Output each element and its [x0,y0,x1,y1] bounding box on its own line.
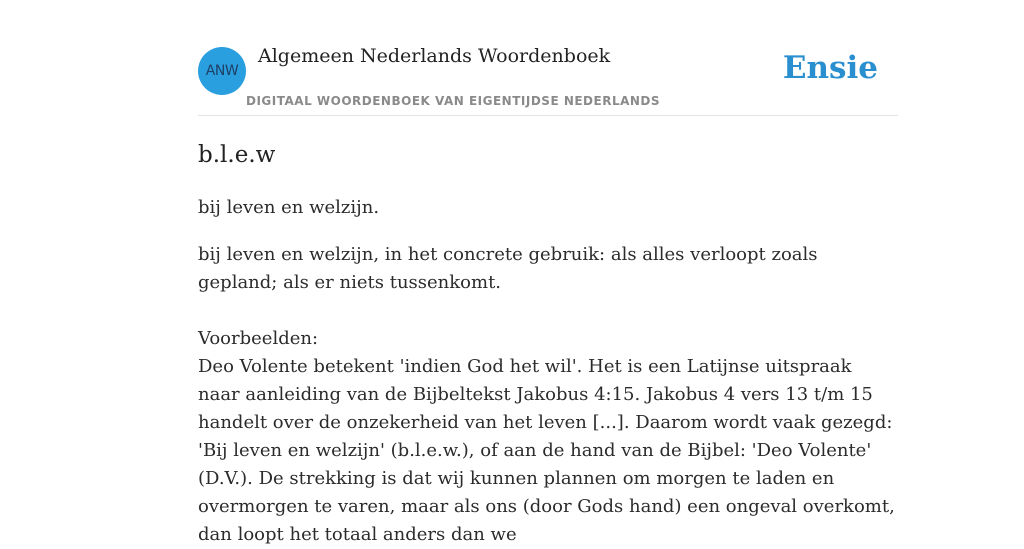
examples-section [198,325,898,549]
content-container [198,0,898,549]
example-text: Deo Volente betekent 'indien God het wil'. Het is een Latijnse uitspraak naar aanleiding van de Bijbeltekst Jakobus 4:15. Jakobus 4 vers 13 t/m 15 handelt over de onzekerheid van het leven [...]. Daarom wordt vaak gezegd: 'Bij leven en welzijn' (b.l.e.w.), of aan de hand van de Bijbel: 'Deo Volente' (D.V.). De strekking is dat wij kunnen plannen om morgen te laden en overmorgen te varen, maar als ons (door Gods hand) een ongeval overkomt, dan loopt het totaal anders dan we [198,356,895,545]
long-definition: bij leven en welzijn, in het concrete gebruik: als alles verloopt zoals gepland; als er niets tussenkomt. [198,244,818,293]
entry-title: b.l.e.w [198,142,276,168]
site-subtitle: DIGITAAL WOORDENBOEK VAN EIGENTIJDSE NEDERLANDS [246,94,661,108]
short-definition: bij leven en welzijn. [198,197,380,218]
ensie-brand-link[interactable]: Ensie [782,50,878,86]
anw-logo[interactable]: ANW [198,47,246,95]
site-header [198,0,898,116]
site-title[interactable]: Algemeen Nederlands Woordenboek [258,45,611,67]
examples-label: Voorbeelden: [198,328,319,349]
